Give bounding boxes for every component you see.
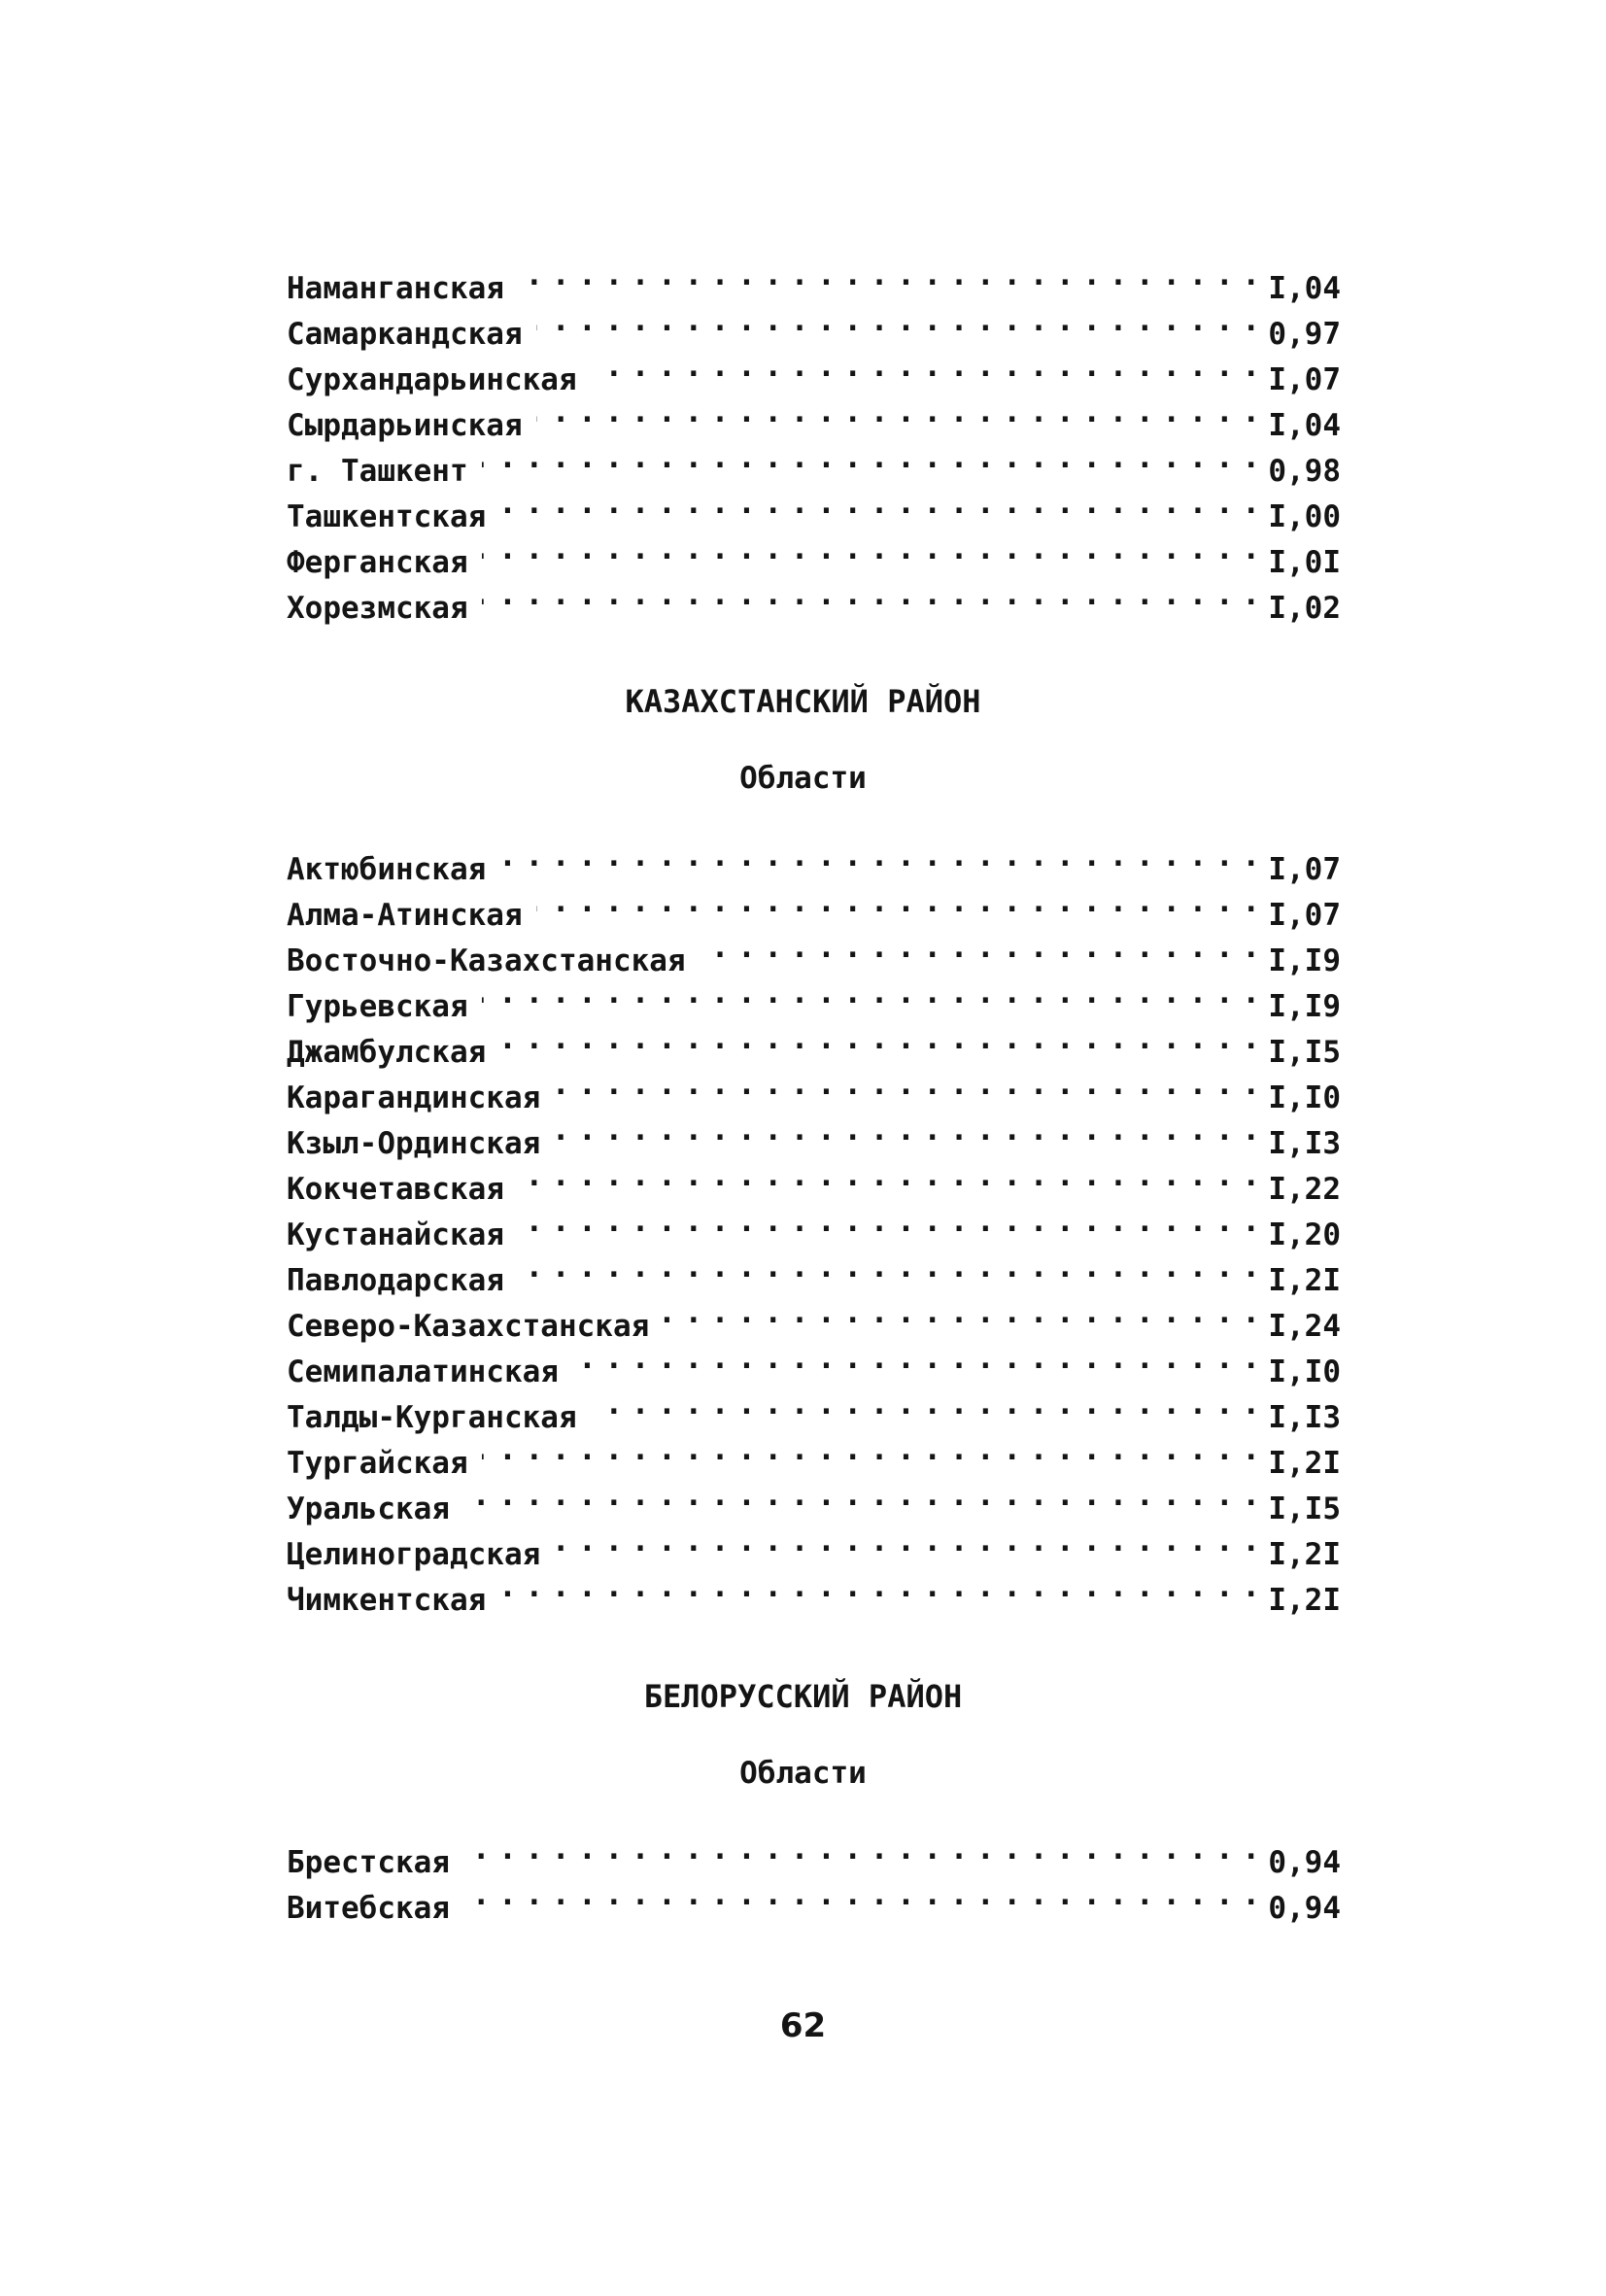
- region-name: Сырдарьинская: [287, 408, 523, 443]
- region-coefficient: I,0I: [1268, 545, 1341, 580]
- dot-leader: [482, 572, 1255, 618]
- dot-leader: [482, 527, 1255, 572]
- dot-leader: [518, 1199, 1255, 1245]
- region-name: Тургайская: [287, 1446, 468, 1481]
- dot-leader: [482, 1427, 1255, 1473]
- region-name: Карагандинская: [287, 1080, 541, 1115]
- region-coefficient: I,I9: [1268, 943, 1341, 978]
- region-coefficient: I,02: [1268, 591, 1341, 626]
- region-name: Кзыл-Ординская: [287, 1126, 541, 1161]
- dot-leader: [482, 435, 1255, 481]
- kazakh-regions-list: [287, 834, 1341, 1618]
- page-number: 62: [779, 2006, 827, 2045]
- kazakh-section-subtitle: Области: [739, 761, 867, 796]
- region-name: Джамбулская: [287, 1035, 487, 1070]
- region-name: Наманганская: [287, 271, 504, 306]
- dot-leader: [591, 344, 1255, 390]
- kazakh-section-title: КАЗАХСТАНСКИЙ РАЙОН: [625, 683, 981, 720]
- region-coefficient: I,2I: [1268, 1263, 1341, 1298]
- region-coefficient: I,I3: [1268, 1126, 1341, 1161]
- region-coefficient: I,2I: [1268, 1537, 1341, 1572]
- dot-leader: [499, 1564, 1255, 1610]
- dot-leader: [518, 1245, 1255, 1290]
- region-name: Ферганская: [287, 545, 468, 580]
- dot-leader: [536, 390, 1255, 435]
- region-name: Павлодарская: [287, 1263, 504, 1298]
- dot-leader: [536, 298, 1255, 344]
- region-name: Кокчетавская: [287, 1172, 504, 1207]
- region-coefficient: I,00: [1268, 499, 1341, 534]
- region-name: Самаркандская: [287, 317, 523, 352]
- region-name: Актюбинская: [287, 852, 487, 887]
- region-name: Уральская: [287, 1491, 450, 1526]
- uzbek-regions-list: [287, 253, 1341, 626]
- region-coefficient: I,24: [1268, 1309, 1341, 1344]
- dot-leader: [463, 1827, 1255, 1872]
- dot-leader: [554, 1108, 1255, 1153]
- region-name: Кустанайская: [287, 1217, 504, 1252]
- belarus-section-subtitle: Области: [739, 1756, 867, 1791]
- region-coefficient: 0,94: [1268, 1845, 1341, 1880]
- belarus-regions-list: [287, 1827, 1341, 1926]
- region-name: Сурхандарьинская: [287, 362, 577, 397]
- dot-leader: [518, 1153, 1255, 1199]
- dot-leader: [499, 1016, 1255, 1062]
- region-name: Северо-Казахстанская: [287, 1309, 650, 1344]
- region-coefficient: I,22: [1268, 1172, 1341, 1207]
- dot-leader: [591, 1382, 1255, 1427]
- dot-leader: [482, 971, 1255, 1016]
- dot-leader: [463, 1473, 1255, 1519]
- region-coefficient: I,2I: [1268, 1446, 1341, 1481]
- dot-leader: [499, 834, 1255, 879]
- region-coefficient: I,I0: [1268, 1354, 1341, 1389]
- region-coefficient: I,I9: [1268, 989, 1341, 1024]
- list-item: [287, 253, 1341, 306]
- region-coefficient: I,07: [1268, 362, 1341, 397]
- region-name: г. Ташкент: [287, 454, 468, 489]
- region-name: Гурьевская: [287, 989, 468, 1024]
- list-item: [287, 834, 1341, 887]
- region-name: Талды-Курганская: [287, 1400, 577, 1435]
- dot-leader: [518, 253, 1255, 298]
- region-coefficient: I,07: [1268, 852, 1341, 887]
- region-coefficient: I,07: [1268, 898, 1341, 933]
- region-name: Брестская: [287, 1845, 450, 1880]
- region-name: Ташкентская: [287, 499, 487, 534]
- region-coefficient: I,2I: [1268, 1583, 1341, 1618]
- dot-leader: [536, 879, 1255, 925]
- dot-leader: [572, 1336, 1255, 1382]
- region-coefficient: I,04: [1268, 408, 1341, 443]
- region-name: Алма-Атинская: [287, 898, 523, 933]
- list-item: [287, 1827, 1341, 1880]
- dot-leader: [554, 1519, 1255, 1564]
- region-name: Восточно-Казахстанская: [287, 943, 686, 978]
- region-name: Целиноградская: [287, 1537, 541, 1572]
- dot-leader: [700, 925, 1255, 971]
- dot-leader: [499, 481, 1255, 527]
- region-name: Чимкентская: [287, 1583, 487, 1618]
- region-coefficient: I,I3: [1268, 1400, 1341, 1435]
- dot-leader: [554, 1062, 1255, 1108]
- dot-leader: [663, 1290, 1255, 1336]
- dot-leader: [463, 1872, 1255, 1918]
- belarus-section-title: БЕЛОРУССКИЙ РАЙОН: [643, 1678, 963, 1715]
- region-coefficient: I,I5: [1268, 1035, 1341, 1070]
- region-coefficient: I,I0: [1268, 1080, 1341, 1115]
- region-coefficient: I,I5: [1268, 1491, 1341, 1526]
- region-name: Семипалатинская: [287, 1354, 559, 1389]
- region-coefficient: I,20: [1268, 1217, 1341, 1252]
- region-coefficient: 0,98: [1268, 454, 1341, 489]
- region-name: Витебская: [287, 1891, 450, 1926]
- region-coefficient: 0,94: [1268, 1891, 1341, 1926]
- region-coefficient: 0,97: [1268, 317, 1341, 352]
- region-coefficient: I,04: [1268, 271, 1341, 306]
- region-name: Хорезмская: [287, 591, 468, 626]
